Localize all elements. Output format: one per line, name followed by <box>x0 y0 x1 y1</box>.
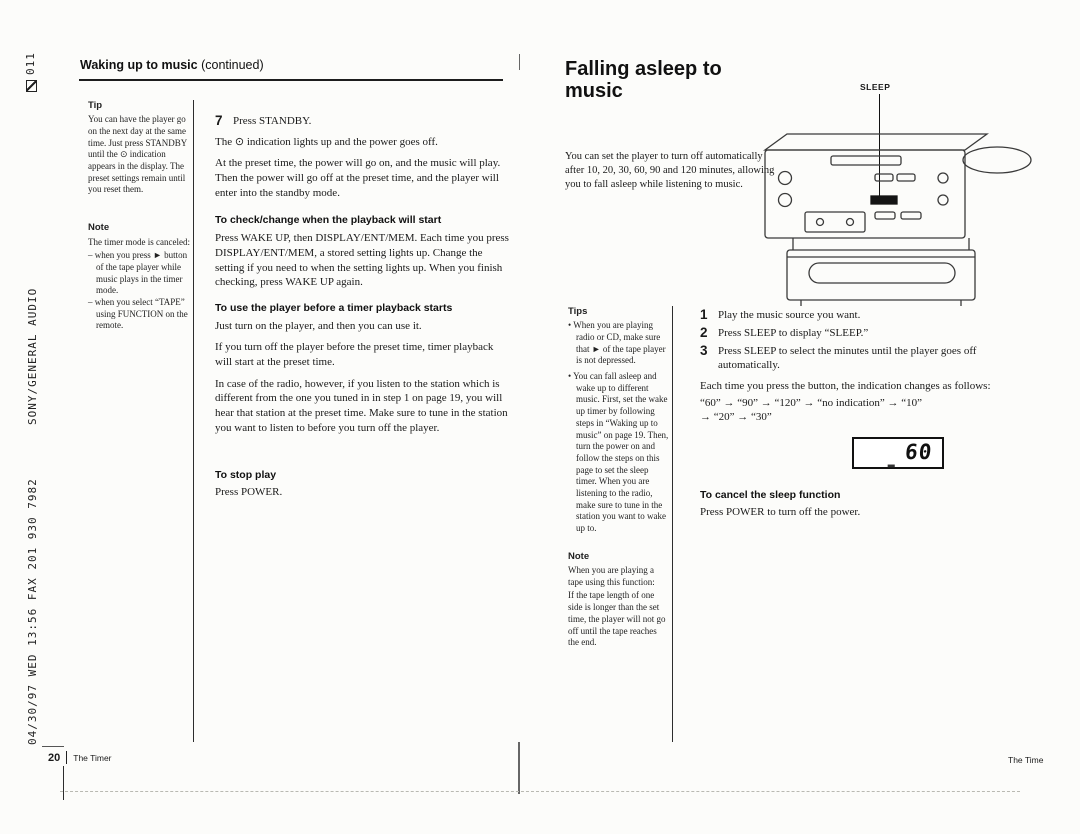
footer-vertical-line <box>63 766 64 800</box>
right-main-column <box>700 308 1012 519</box>
page-number: 20 <box>48 751 61 764</box>
stereo-illustration <box>735 120 1035 320</box>
section-stop-play-title: To stop play <box>215 469 277 482</box>
step-2-number: 2 <box>700 324 708 340</box>
right-intro-text: You can set the player to turn off automatically after 10, 20, 30, 60, 90 and 120 minutes, allowing you to fall asleep while listening to music. <box>565 151 775 190</box>
right-page-footer: The Time <box>1008 755 1044 765</box>
step-7-paragraph: At the preset time, the power will go on, and the music will play. Then the power will go off at the preset time, and the player will enter into the standby mode. <box>215 157 501 199</box>
right-note-p2: If the tape length of one side is longer than the set time, the player will not go off until the tape reaches the end. <box>568 590 666 648</box>
fax-page-icon <box>26 80 37 92</box>
sleep-display-indicator: ▂ <box>887 456 895 467</box>
section-check-change-title: To check/change when the playback will start <box>215 214 442 227</box>
step-1-text: Play the music source you want. <box>718 309 861 321</box>
note-title: Note <box>88 222 110 234</box>
sleep-callout-label: SLEEP <box>860 82 891 92</box>
step-7 <box>215 114 511 129</box>
step-3 <box>700 344 1012 373</box>
step-7-text: Press STANDBY. <box>233 115 312 127</box>
tip-item: • You can fall asleep and wake up to different music. First, set the wake up timer by following steps in “Waking up to music” on page 19. Then, turn the power on and follow the steps on this page to set the sleep timer. When you are listening to the radio, make sure to tune in the station you want to wake up to. <box>568 371 670 535</box>
cancel-sleep-title: To cancel the sleep function <box>700 488 841 501</box>
left-sidebar <box>88 100 190 332</box>
fold-line-bottom <box>518 742 520 794</box>
fax-station-id: SONY/GENERAL AUDIO <box>26 287 39 425</box>
step-1-number: 1 <box>700 307 708 322</box>
fax-page-code: 011 <box>24 52 37 92</box>
page-bottom-edge <box>60 791 1020 792</box>
left-page-footer <box>48 751 112 764</box>
sequence-line-1: “60” → “90” → “120” → “no indication” → “10” <box>700 396 923 409</box>
right-sidebar <box>568 306 670 651</box>
section-use-before-p3: In case of the radio, however, if you listen to the station which is different from the one you tuned in in step 1 on page 19, you will hear that station at the preset time. Make sure to tune in the station you want to listen to before you turn off the player. <box>215 377 508 434</box>
footer-section-label: The Timer <box>73 752 112 763</box>
section-check-change-body: Press WAKE UP, then DISPLAY/ENT/MEM. Each time you press DISPLAY/ENT/MEM, a stored setting lights up. Change the setting if you need to when the setting lights up. When you finish checking, press WAKE UP again. <box>215 232 509 289</box>
sequence-line-2: → “20” → “30” <box>700 411 772 424</box>
sleep-display-value: 60 <box>903 439 934 464</box>
left-page-header-continued: (continued) <box>197 58 264 72</box>
left-main-column <box>215 114 511 500</box>
left-page-header <box>80 58 264 72</box>
step-7-paragraph: The ⊙ indication lights up and the power goes off. <box>215 135 438 148</box>
tip-title: Tip <box>88 100 103 111</box>
note-item: – when you press ► button of the tape player while music plays in the timer mode. <box>88 250 190 297</box>
section-stop-play-body: Press POWER. <box>215 486 283 499</box>
section-use-before-title: To use the player before a timer playback starts <box>215 301 453 314</box>
footer-tick <box>42 746 64 747</box>
right-note-title: Note <box>568 550 590 562</box>
cancel-sleep-body: Press POWER to turn off the power. <box>700 505 861 518</box>
sleep-display <box>852 437 944 469</box>
tips-title: Tips <box>568 306 588 317</box>
note-item: – when you select “TAPE” using FUNCTION on the remote. <box>88 297 190 332</box>
footer-divider <box>66 751 67 764</box>
left-column-divider <box>193 100 194 742</box>
step-1 <box>700 308 1012 323</box>
right-note-p1: When you are playing a tape using this function: <box>568 565 655 587</box>
step-7-number: 7 <box>215 113 223 128</box>
right-page-title: Falling asleep to music <box>565 58 722 103</box>
tip-item: • When you are playing radio or CD, make sure that ► of the tape player is not depressed. <box>568 320 670 367</box>
fold-tick-top <box>519 54 520 70</box>
fax-timestamp: 04/30/97 WED 13:56 FAX 201 930 7982 <box>26 478 39 745</box>
step-2-text: Press SLEEP to display “SLEEP.” <box>718 326 869 339</box>
left-header-rule <box>79 79 503 81</box>
step-2 <box>700 326 1012 341</box>
section-use-before-p2: If you turn off the player before the preset time, timer playback will start at the preset time. <box>215 341 494 368</box>
note-list <box>88 250 190 332</box>
step-3-number: 3 <box>700 342 708 358</box>
note-intro: The timer mode is canceled: <box>88 236 190 247</box>
tips-list <box>568 320 670 534</box>
right-column-divider <box>672 306 673 742</box>
step-3-text: Press SLEEP to select the minutes until the player goes off automatically. <box>718 344 977 372</box>
step-3-detail: Each time you press the button, the indication changes as follows: <box>700 379 991 392</box>
left-page-header-title: Waking up to music <box>80 58 198 72</box>
section-use-before-p1: Just turn on the player, and then you can use it. <box>215 319 422 332</box>
tip-body: You can have the player go on the next day at the same time. Just press STANDBY until the ⊙ indication appears in the display. The preset settings remain until you reset them. <box>88 114 187 195</box>
